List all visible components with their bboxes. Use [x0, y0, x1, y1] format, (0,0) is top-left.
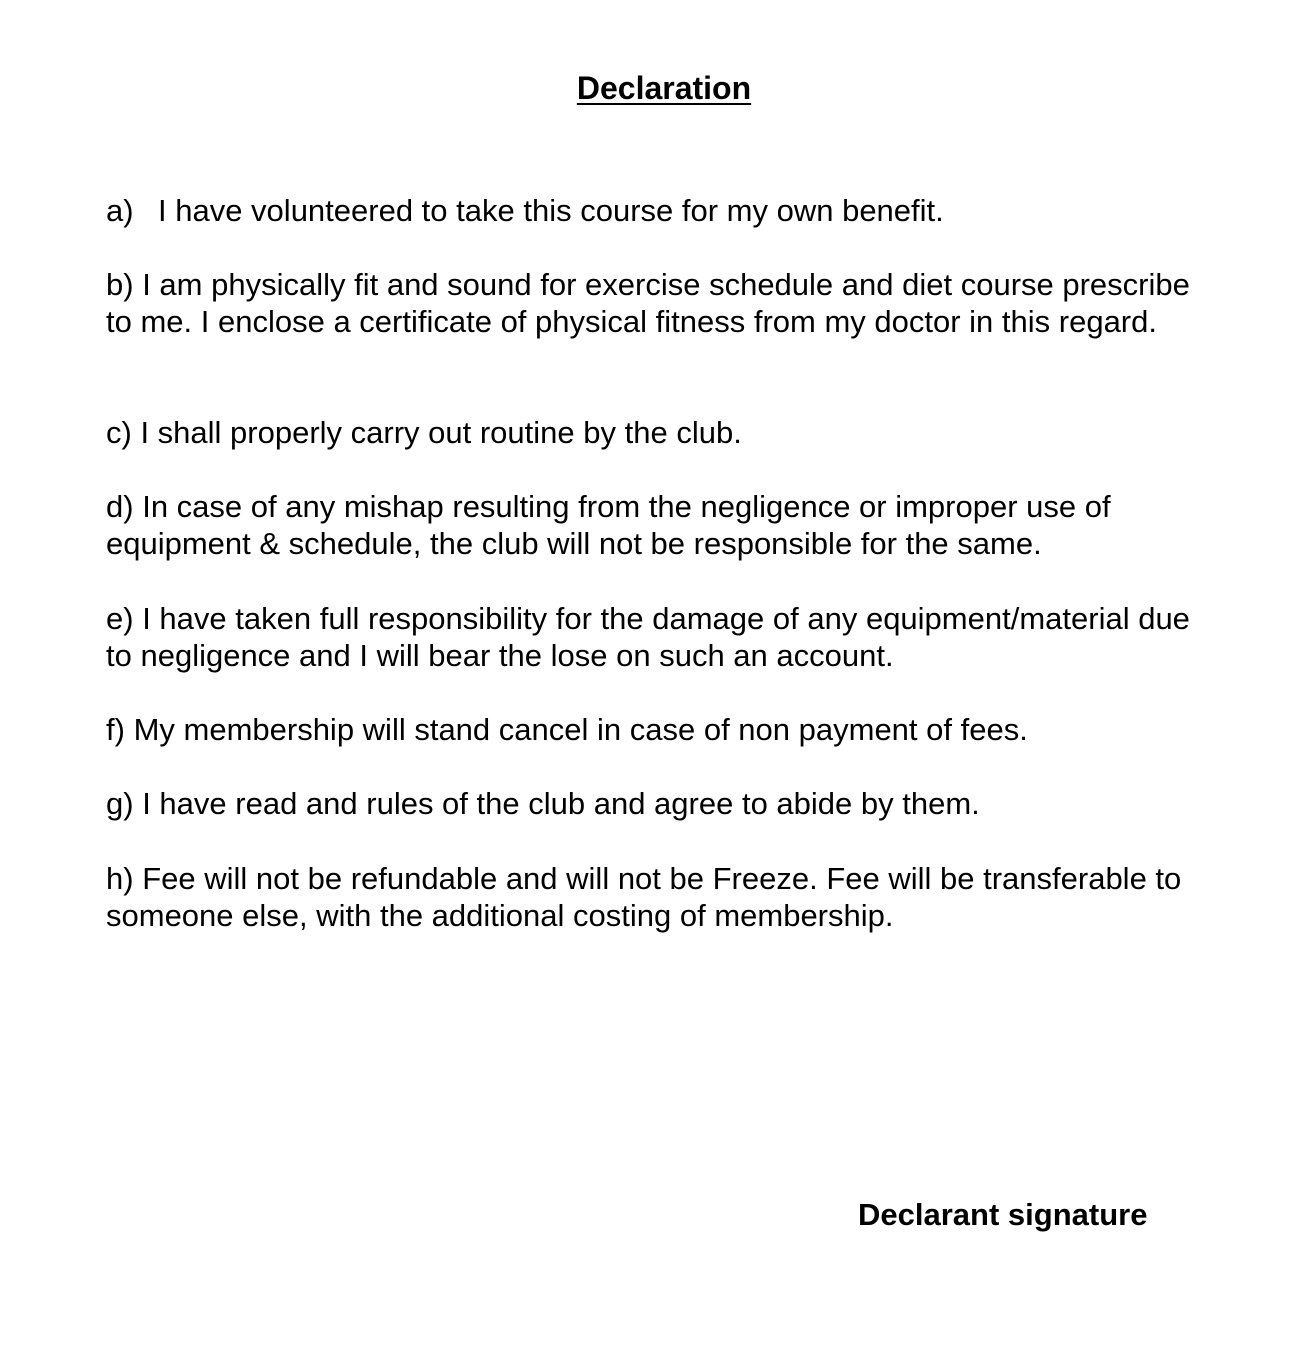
clause-text: I am physically fit and sound for exercise schedule and diet course prescribe to me. I enclose a certificate of physical fitness from my doctor in this regard. — [106, 267, 1190, 339]
clause-c — [106, 414, 1216, 451]
clause-text: I have taken full responsibility for the damage of any equipment/material due to negligence and I will bear the lose on such an account. — [106, 601, 1190, 673]
clause-d — [106, 488, 1216, 562]
clause-text: My membership will stand cancel in case of non payment of fees. — [133, 712, 1028, 747]
clause-text: I have read and rules of the club and agree to abide by them. — [142, 786, 980, 821]
page-title — [0, 68, 1300, 108]
clause-marker: c) — [106, 415, 132, 450]
clause-marker: g) — [106, 786, 134, 821]
clause-marker: e) — [106, 601, 134, 636]
clause-text: I have volunteered to take this course for my own benefit. — [158, 193, 944, 228]
clause-text: Fee will not be refundable and will not be Freeze. Fee will be transferable to someone else, with the additional costing of membership. — [106, 861, 1182, 933]
clause-text: In case of any mishap resulting from the negligence or improper use of equipment & schedule, the club will not be responsible for the same. — [106, 489, 1111, 561]
clause-marker: f) — [106, 712, 125, 747]
clause-marker: b) — [106, 267, 134, 302]
clause-marker: d) — [106, 489, 134, 524]
clause-f — [106, 711, 1216, 748]
clause-text: I shall properly carry out routine by the club. — [140, 415, 742, 450]
title-text: Declaration — [576, 70, 752, 106]
clause-marker: a) — [106, 193, 134, 228]
clause-a — [106, 192, 1216, 229]
clause-marker: h) — [106, 861, 134, 896]
clause-b — [106, 266, 1216, 340]
declarant-signature-label: Declarant signature — [858, 1197, 1148, 1232]
clause-h — [106, 860, 1216, 934]
clause-e — [106, 600, 1216, 674]
clause-g — [106, 785, 1216, 822]
